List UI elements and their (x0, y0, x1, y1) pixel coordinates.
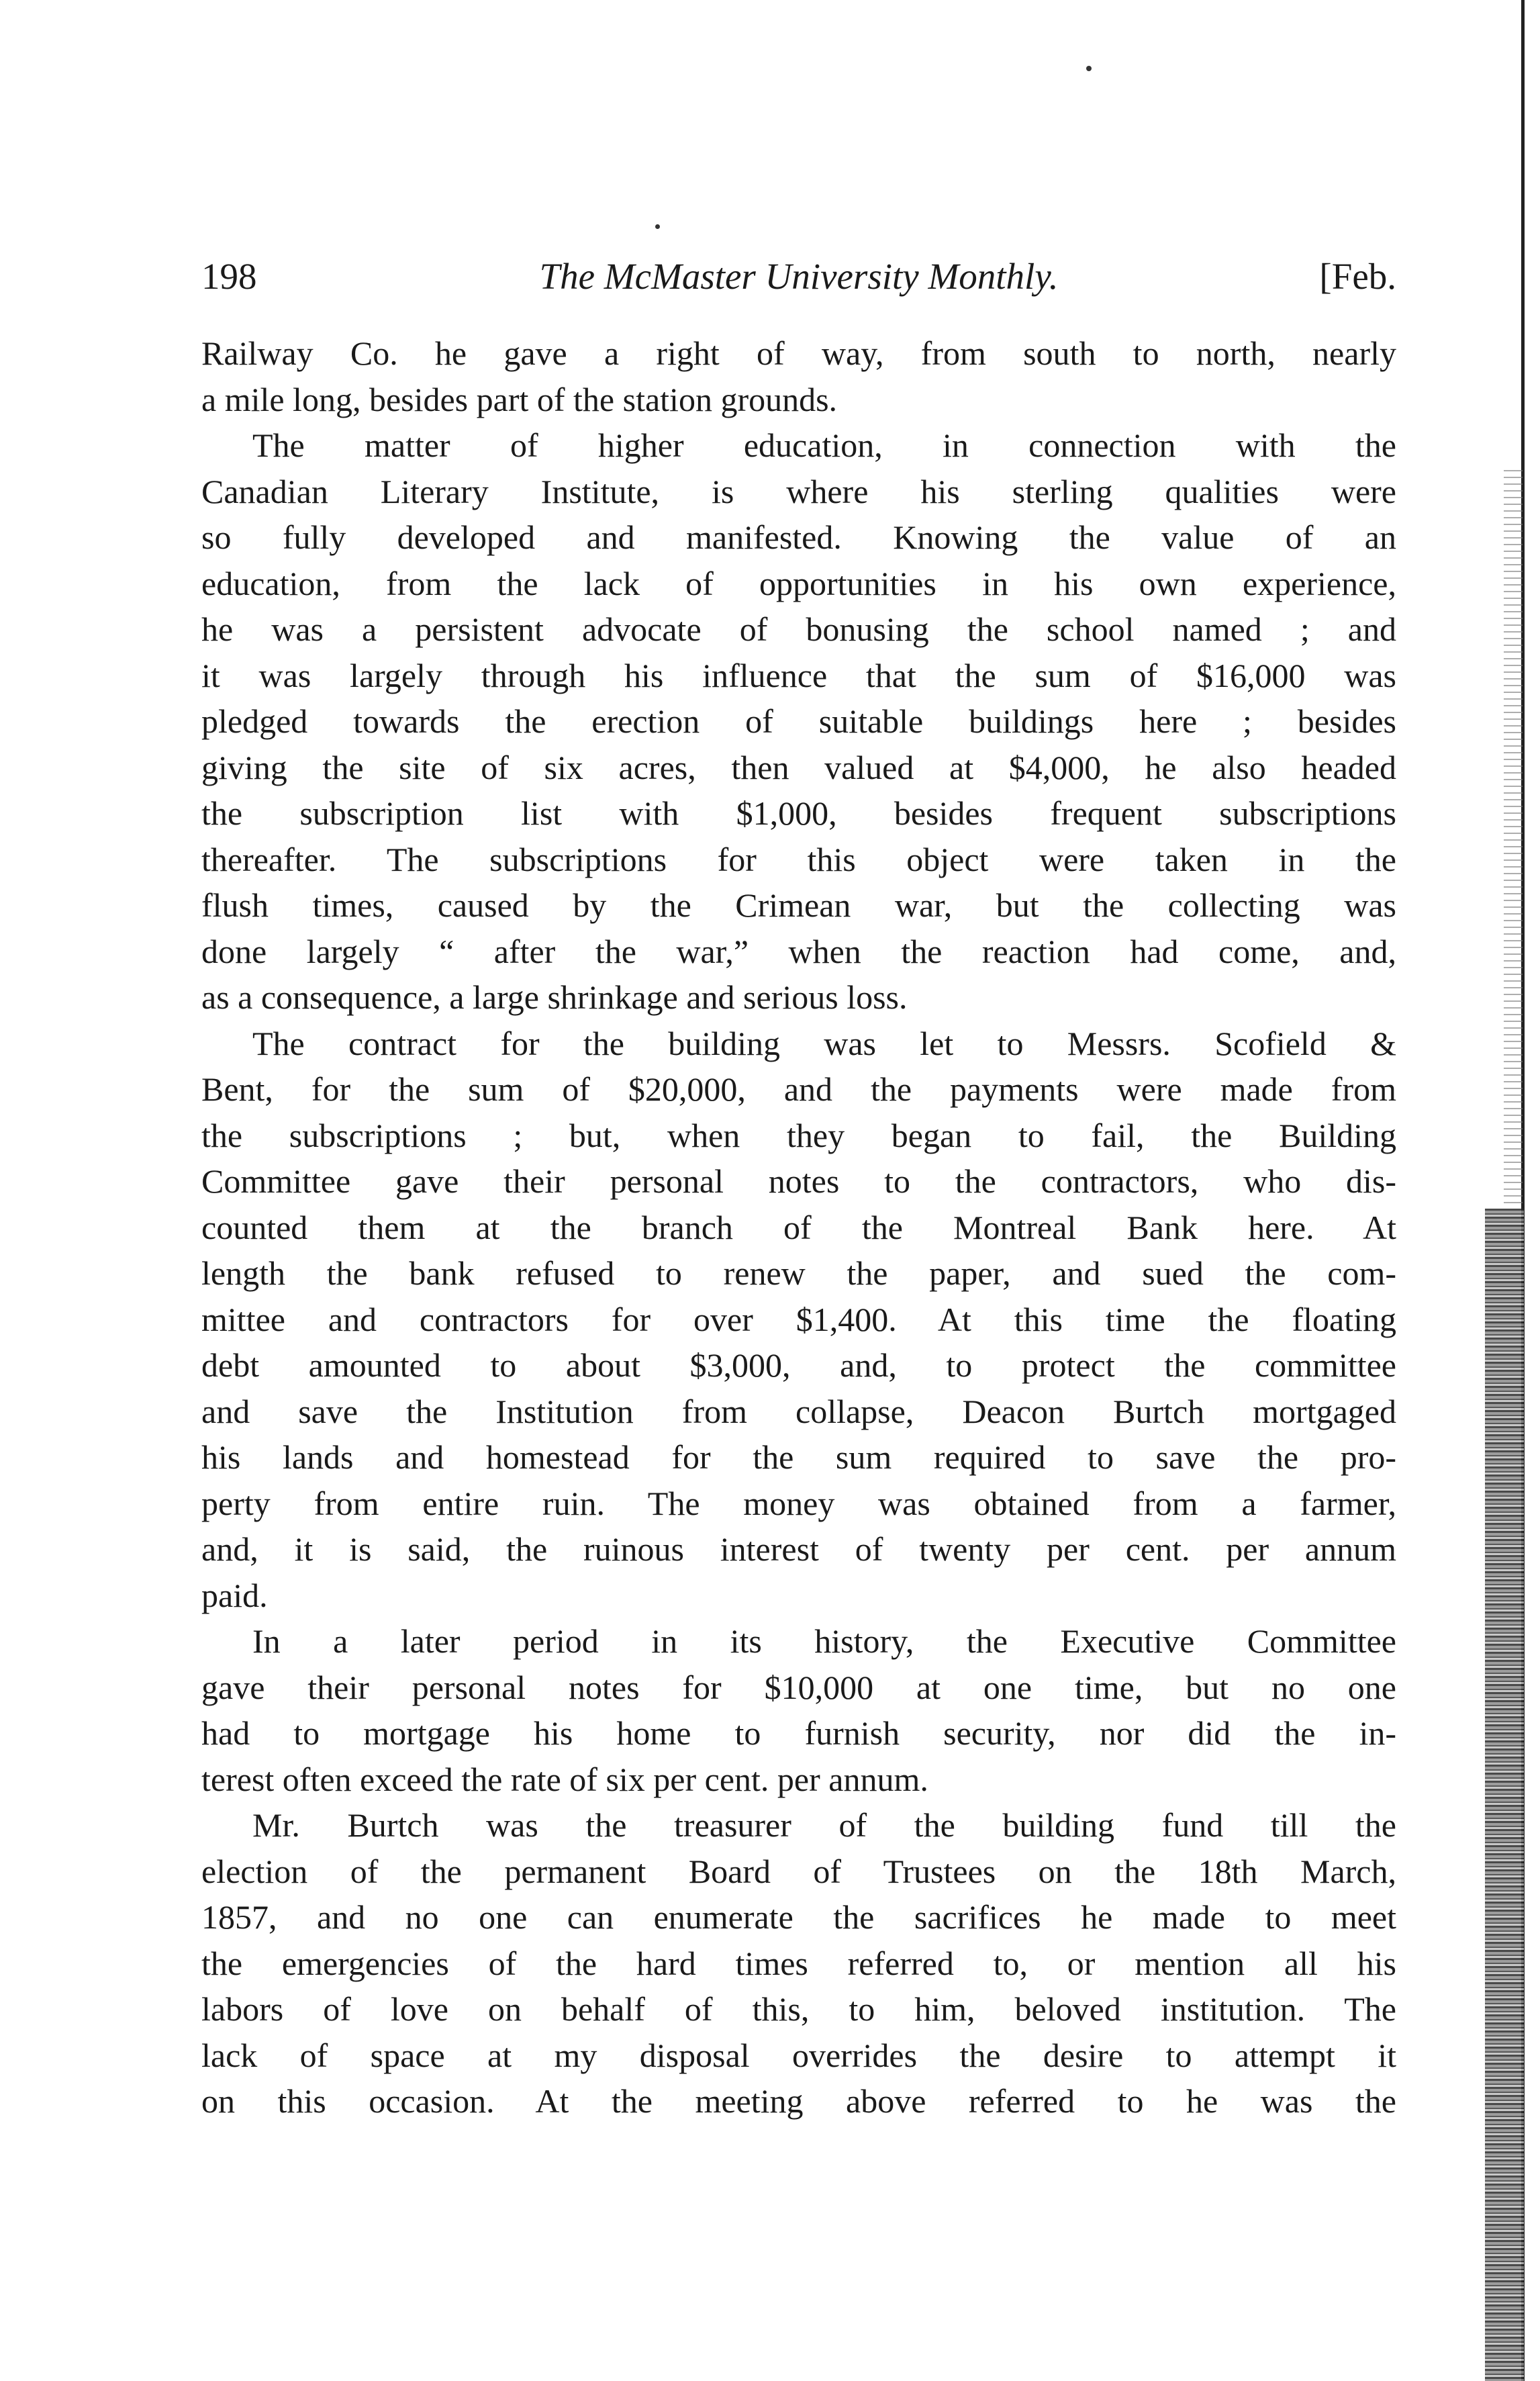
text-line: Railway Co. he gave a right of way, from south to north, nearly (201, 334, 1396, 372)
text-line: labors of love on behalf of this, to him, beloved institution. The (201, 1990, 1396, 2028)
page-number: 198 (201, 256, 257, 297)
text-line: on this occasion. At the meeting above referred to he was the (201, 2082, 1396, 2120)
text-line: paid. (201, 1576, 268, 1614)
issue-month: [Feb. (1319, 256, 1396, 297)
text-line: giving the site of six acres, then valued at $4,000, he also headed (201, 748, 1396, 786)
text-line: gave their personal notes for $10,000 at one time, but no one (201, 1668, 1396, 1706)
text-line: his lands and homestead for the sum required to save the pro- (201, 1438, 1396, 1476)
text-line: 1857, and no one can enumerate the sacrifices he made to meet (201, 1898, 1396, 1936)
text-line: the subscription list with $1,000, besides frequent subscriptions (201, 794, 1396, 832)
text-line: a mile long, besides part of the station grounds. (201, 380, 838, 418)
text-line: perty from entire ruin. The money was obtained from a farmer, (201, 1484, 1396, 1522)
text-line: The contract for the building was let to Messrs. Scofield & (252, 1024, 1396, 1062)
text-line: he was a persistent advocate of bonusing the school named ; and (201, 610, 1396, 648)
text-line: Canadian Literary Institute, is where his sterling qualities were (201, 472, 1396, 510)
text-line: the subscriptions ; but, when they began to fail, the Building (201, 1116, 1396, 1154)
page-header (201, 255, 1396, 309)
text-line: terest often exceed the rate of six per cent. per annum. (201, 1760, 928, 1798)
text-line: pledged towards the erection of suitable buildings here ; besides (201, 702, 1396, 740)
text-line: the emergencies of the hard times referred to, or mention all his (201, 1944, 1396, 1982)
text-line: done largely “ after the war,” when the reaction had come, and, (201, 932, 1396, 970)
text-line: election of the permanent Board of Trustees on the 18th March, (201, 1852, 1396, 1890)
text-line: and, it is said, the ruinous interest of twenty per cent. per annum (201, 1530, 1396, 1568)
text-line: debt amounted to about $3,000, and, to protect the committee (201, 1346, 1396, 1384)
text-line: flush times, caused by the Crimean war, but the collecting was (201, 886, 1396, 924)
text-line: as a consequence, a large shrinkage and serious loss. (201, 978, 908, 1016)
text-line: length the bank refused to renew the paper, and sued the com- (201, 1254, 1396, 1292)
text-line: Mr. Burtch was the treasurer of the building fund till the (252, 1806, 1396, 1844)
text-line: In a later period in its history, the Executive Committee (252, 1622, 1396, 1660)
text-line: and save the Institution from collapse, Deacon Burtch mortgaged (201, 1392, 1396, 1430)
scan-speck (1086, 66, 1092, 71)
text-line: so fully developed and manifested. Knowing the value of an (201, 518, 1396, 556)
text-line: it was largely through his influence that the sum of $16,000 was (201, 656, 1396, 694)
page-edge-shadow (1504, 470, 1523, 1209)
text-line: Committee gave their personal notes to the contractors, who dis- (201, 1162, 1396, 1200)
text-line: thereafter. The subscriptions for this object were taken in the (201, 840, 1396, 878)
scan-speck (655, 224, 660, 229)
running-title: The McMaster University Monthly. (539, 256, 1059, 297)
body-text (201, 330, 1396, 2125)
text-line: The matter of higher education, in connection with the (252, 426, 1396, 464)
text-line: had to mortgage his home to furnish security, nor did the in- (201, 1714, 1396, 1752)
text-line: lack of space at my disposal overrides the desire to attempt it (201, 2036, 1396, 2074)
text-line: mittee and contractors for over $1,400. At this time the floating (201, 1300, 1396, 1338)
page-edge-scan-noise (1485, 1209, 1524, 2381)
text-line: Bent, for the sum of $20,000, and the payments were made from (201, 1070, 1396, 1108)
text-line: counted them at the branch of the Montreal Bank here. At (201, 1208, 1396, 1246)
text-line: education, from the lack of opportunities in his own experience, (201, 564, 1396, 602)
